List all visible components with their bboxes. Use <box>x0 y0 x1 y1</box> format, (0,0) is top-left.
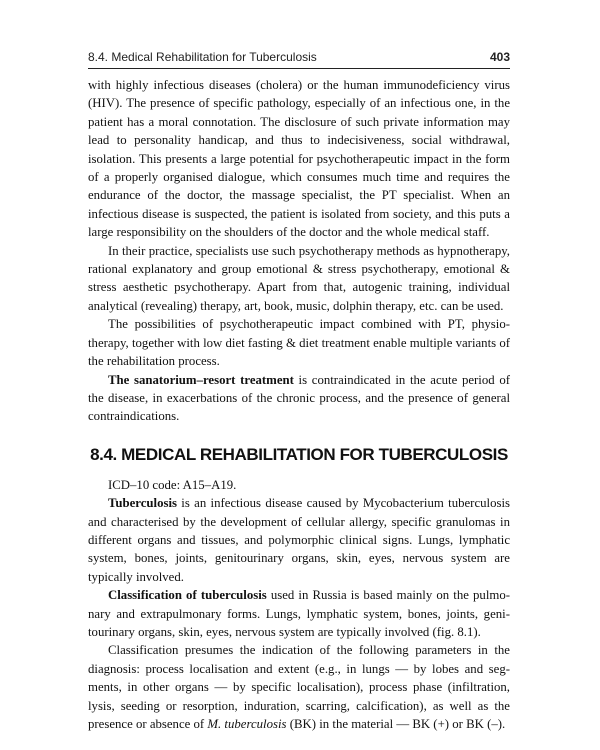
page-number: 403 <box>489 50 510 64</box>
term-m-tuberculosis: M. tuberculosis <box>207 717 287 731</box>
section-heading: 8.4. MEDICAL REHABILITATION FOR TUBERCULOSIS <box>90 444 508 464</box>
paragraph-continued: with highly infectious diseases (cholera) or the human immunodeficiency virus (HIV). The presence of specific pathology, especially of an infectious one, in the patient has a moral connotation. The disclosure of such private information may lead to personality handicap, and thus to indecisiveness, social withdrawal, isolation. This presents a large potential for psychotherapeutic impact in the form of a properly organised dialogue, which consumes much time and requires the endurance of the doctor, the massage specialist, the PT specialist. When an infectious disease is suspected, the patient is isolated from society, and this puts a large responsibility on the shoulders of the doctor and the whole medical staff. <box>88 78 510 240</box>
page-body <box>88 76 510 733</box>
paragraph-classification: Classification of tuberculosis used in Russia is based mainly on the pulmonary and extrapulmonary forms. Lungs, lymphatic system, bones, joints, genitourinary organs, skin, eyes, nervous system are typically involved (fig. 8.1). <box>88 588 510 639</box>
paragraph-sanatorium: The sanatorium–resort treatment is contraindicated in the acute period of the disease, in exacerbations of the chronic process, and the presence of general contraindications. <box>88 372 510 424</box>
paragraph-tuberculosis-definition: Tuberculosis is an infectious disease caused by Mycobacterium tuberculosis and characterised by the development of cellular allergy, specific granulomas in different organs and tissues, and polymorphic clinical signs. Lungs, lymphatic system, bones, joints, genitourinary organs, skin, eyes, nervous system are typically involved. <box>88 496 510 584</box>
term-tuberculosis: Tuberculosis <box>108 496 177 511</box>
paragraph-classification-parameters: Classification presumes the indication of the following parameters in the diagnosis: process localisation and extent (e.g., in lungs — by lobes and segments, in other organs — by specific localisation), process phase (infiltration, lysis, seeding or resorption, induration, scarring, calcification), as well as the presence or absence of M. tuberculosis (BK) in the material — BK (+) or BK (–). <box>88 643 510 731</box>
running-head <box>88 50 510 69</box>
term-sanatorium: The sanatorium–resort treatment <box>108 372 294 387</box>
running-title: 8.4. Medical Rehabilitation for Tuberculosis <box>88 50 317 64</box>
paragraph-psychotherapy-methods: In their practice, specialists use such psychotherapy methods as hypnotherapy, rational explanatory and group emotional & stress psychotherapy, emotional & stress aesthetic psychotherapy. Apart from that, autogenic training, individual analytical (revealing) therapy, art, book, music, dolphin therapy, etc. can be used. <box>88 243 510 313</box>
icd-code: ICD–10 code: A15–A19. <box>108 477 237 492</box>
term-classification: Classification of tuberculosis <box>108 588 267 603</box>
paragraph-psychotherapeutic-impact: The possibilities of psychotherapeutic impact combined with PT, physiotherapy, together with low diet fasting & diet treatment enable multiple variants of the rehabilitation process. <box>88 317 510 369</box>
